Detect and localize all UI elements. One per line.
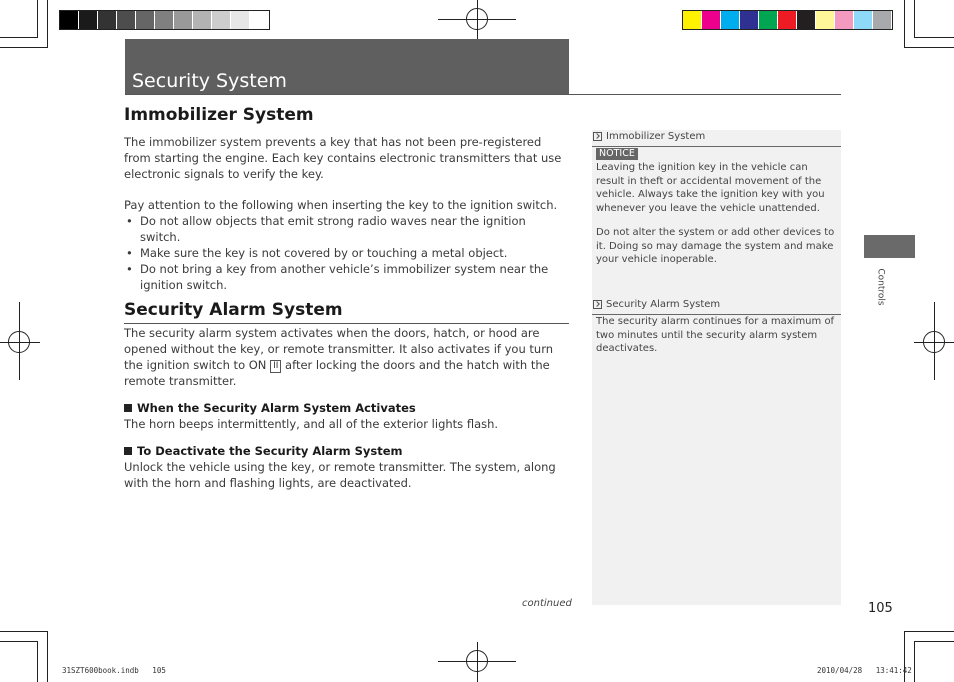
page-number: 105 xyxy=(868,601,893,616)
notice-badge: NOTICE xyxy=(596,148,638,160)
deactivate-subheading-label: To Deactivate the Security Alarm System xyxy=(137,444,403,458)
gray-swatch xyxy=(98,11,117,29)
sidebar-immobilizer-head xyxy=(593,131,705,142)
list-item: • Do not bring a key from another vehicle’s immobilizer system near the ignition switch. xyxy=(124,261,568,293)
list-item: • Do not allow objects that emit strong radio waves near the ignition switch. xyxy=(124,213,568,245)
alarm-intro xyxy=(124,325,569,389)
immobilizer-heading: Immobilizer System xyxy=(124,105,314,125)
sidebar-immobilizer-text xyxy=(596,161,838,267)
ignition-position-icon: II xyxy=(270,360,281,373)
immobilizer-lead: Pay attention to the following when inserting the key to the ignition switch. xyxy=(124,198,558,212)
gray-swatch xyxy=(60,11,79,29)
notice-text: Leaving the ignition key in the vehicle can result in theft or accidental movement of the vehicle. Always take the ignition key with you whenever you leave the vehicle unattended. xyxy=(596,162,825,214)
color-swatch xyxy=(797,11,816,29)
sidebar-immobilizer-label: Immobilizer System xyxy=(606,131,706,142)
gray-swatch xyxy=(231,11,250,29)
section-tab xyxy=(864,235,915,258)
activates-subheading xyxy=(124,400,569,416)
section-tab-label: Controls xyxy=(875,268,886,306)
color-swatch xyxy=(873,11,892,29)
slug-left: 31SZT600book.indb 105 xyxy=(62,666,166,675)
square-bullet-icon xyxy=(124,404,132,412)
alarm-heading-rule xyxy=(124,323,569,324)
list-item: • Make sure the key is not covered by or touching a metal object. xyxy=(124,245,568,261)
color-swatch xyxy=(721,11,740,29)
gray-swatch xyxy=(250,11,269,29)
page-title: Security System xyxy=(132,70,287,92)
activates-text: The horn beeps intermittently, and all of the exterior lights flash. xyxy=(124,417,499,431)
gray-swatch xyxy=(117,11,136,29)
sidebar-alarm-head xyxy=(593,299,720,310)
reference-arrow-icon xyxy=(593,300,602,309)
grayscale-color-bar xyxy=(59,10,270,30)
continued-label: continued xyxy=(522,598,572,609)
gray-swatch xyxy=(79,11,98,29)
sidebar-alarm-label: Security Alarm System xyxy=(606,299,721,310)
sidebar-alarm-text: The security alarm continues for a maximum of two minutes until the security alarm system deactivates. xyxy=(596,316,835,354)
color-swatch xyxy=(778,11,797,29)
alarm-heading: Security Alarm System xyxy=(124,300,343,320)
reference-arrow-icon xyxy=(593,132,602,141)
deactivate-text: Unlock the vehicle using the key, or remote transmitter. The system, along with the horn and flashing lights, are deactivated. xyxy=(124,460,556,490)
gray-swatch xyxy=(155,11,174,29)
immobilizer-bullet-list xyxy=(124,213,568,293)
color-swatch xyxy=(702,11,721,29)
color-swatch xyxy=(740,11,759,29)
color-swatch xyxy=(835,11,854,29)
alarm-intro-before: The security alarm system activates when the doors, hatch, or hood are opened without the key, or remote transmitter. It also activates if you turn the ignition switch to ON xyxy=(124,326,554,372)
alarm-intro-after: after locking the doors and the hatch with the remote transmitter. xyxy=(124,358,550,388)
sidebar-rule xyxy=(592,146,841,147)
slug-right: 2010/04/28 13:41:42 xyxy=(817,666,912,675)
square-bullet-icon xyxy=(124,447,132,455)
color-swatch xyxy=(759,11,778,29)
alter-warning-text: Do not alter the system or add other devices to it. Doing so may damage the system and make your vehicle inoperable. xyxy=(596,227,835,265)
gray-swatch xyxy=(193,11,212,29)
color-swatch xyxy=(854,11,873,29)
gray-swatch xyxy=(174,11,193,29)
alarm-body xyxy=(124,325,569,491)
immobilizer-intro: The immobilizer system prevents a key that has not been pre-registered from starting the engine. Each key contains electronic transmitters that use electronic signals to verify the key. xyxy=(124,135,562,181)
color-swatch xyxy=(816,11,835,29)
deactivate-subheading xyxy=(124,443,569,459)
gray-swatch xyxy=(212,11,231,29)
color-swatch xyxy=(683,11,702,29)
section-header-band xyxy=(125,39,569,94)
header-rule xyxy=(125,94,841,95)
process-color-bar xyxy=(682,10,893,30)
gray-swatch xyxy=(136,11,155,29)
immobilizer-body xyxy=(124,134,568,293)
activates-subheading-label: When the Security Alarm System Activates xyxy=(137,401,416,415)
